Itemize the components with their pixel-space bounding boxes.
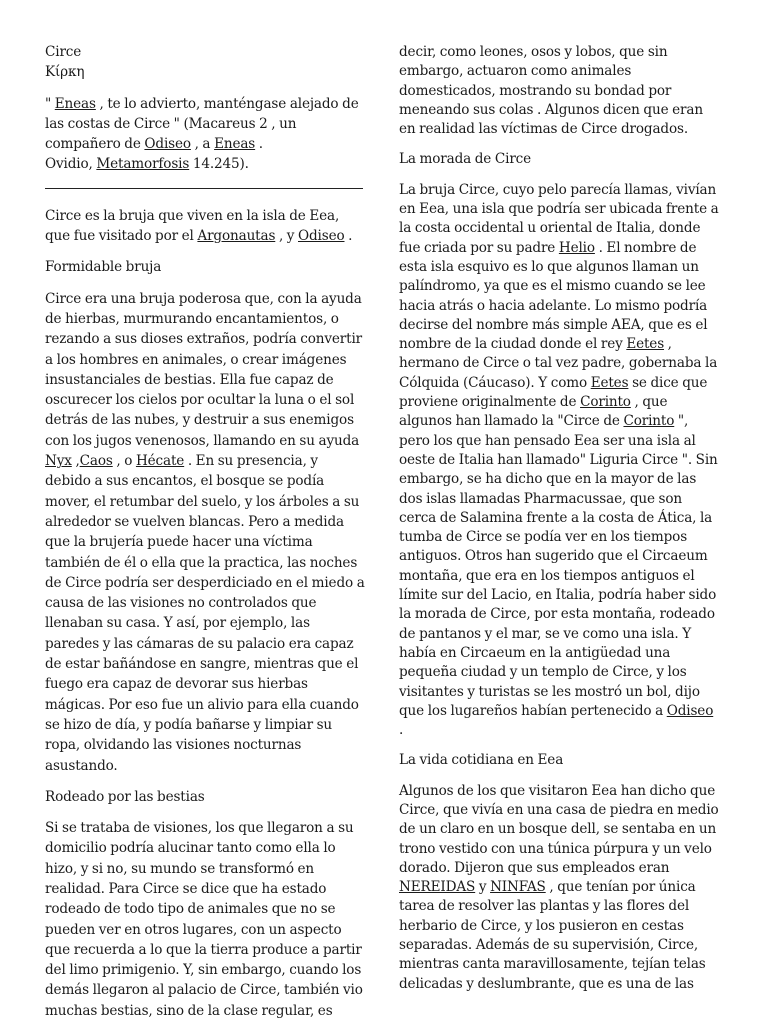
link-nereidas[interactable]: NEREIDAS — [399, 879, 476, 896]
article-title: Circe — [45, 44, 82, 60]
heading-formidable-bruja: Formidable bruja — [45, 259, 162, 276]
heading-rodeado-por-las-bestias: Rodeado por las bestias — [45, 788, 205, 805]
link-odiseo[interactable]: Odiseo — [666, 702, 714, 719]
link-odiseo[interactable]: Odiseo — [298, 228, 345, 245]
link-caos[interactable]: Caos — [79, 453, 113, 470]
formidable-paragraph: Circe era una bruja poderosa que, con la ayuda de hierbas, murmurando encantamientos, o rezando a sus dioses extraños, podría convertir a los hombres en animales, o crear imágenes insustanciales de bestias. Ella fue capaz de oscurecer los cielos por ocultar la luna o el sol detrás de las nubes, y destruir a sus enemigos con los jugos venenosos, llamando en su ayuda Nyx ,Caos , o Hécate . En su presencia, y debido a sus encantos, el bosque se podía mover, el retumbar del suelo, y los árboles a su alrededor se vuelven blancas. Pero a medida que la brujería puede hacer una víctima también de él o ella que la practica, las noches de Circe podría ser desperdiciado en el miedo a causa de las visiones no controlados que llenaban su casa. Y así, por ejemplo, las paredes y las cámaras de su palacio era capaz de estar bañándose en sangre, mientras que el fuego era capaz de devorar sus hierbas mágicas. Por eso fue un alivio para ella cuando se hizo de día, y podía bañarse y limpiar su ropa, olvidando las visiones nocturnas asustando. — [45, 290, 365, 774]
link-corinto[interactable]: Corinto — [623, 413, 675, 430]
heading-la-morada-de-circe: La morada de Circe — [399, 151, 532, 168]
link-odiseo[interactable]: Odiseo — [144, 136, 191, 153]
rodeado-paragraph: Si se trataba de visiones, los que llegaron a su domicilio podría alucinar tanto como ella lo hizo, y si no, su mundo se transformó en realidad. Para Circe se dice que ha estado rodeado de todo tipo de animales que no se pueden ver en otros lugares, con un aspecto que recuerda a lo que la tierra produce a partir del limo primigenio. Y, sin embargo, cuando los demás llegaron al palacio de Circe, también vio muchas bestias, sino de la clase regular, es — [45, 820, 363, 1019]
section-divider — [45, 188, 363, 189]
left-column — [45, 42, 367, 1032]
link-eetes[interactable]: Eetes — [590, 374, 629, 391]
link-eetes[interactable]: Eetes — [626, 336, 665, 353]
link-eneas[interactable]: Eneas — [214, 136, 256, 153]
link-ninfas[interactable]: NINFAS — [490, 879, 546, 896]
vida-paragraph: Algunos de los que visitaron Eea han dicho que Circe, que vivía en una casa de piedra en medio de un claro en un bosque dell, se sentaba en un trono vestido con una túnica púrpura y un velo dorado. Dijeron que sus empleados eran NEREIDAS y NINFAS , que tenían por única tarea de resolver las plantas y las flores del herbario de Circe, y los pusieron en cestas separadas. Además de su supervisión, Circe, mientras canta maravillosamente, tejían telas delicadas y deslumbrante, que es una de las — [399, 782, 719, 992]
epigraph-quote: " Eneas , te lo advierto, manténgase alejado de las costas de Circe " (Macareus 2 , un compañero de Odiseo , a Eneas . Ovidio, Metamorfosis 14.245). — [45, 95, 359, 173]
link-metamorfosis[interactable]: Metamorfosis — [96, 156, 190, 173]
link-hecate[interactable]: Hécate — [135, 453, 185, 470]
link-eneas[interactable]: Eneas — [54, 95, 96, 112]
right-column — [399, 43, 719, 1005]
intro-paragraph: Circe es la bruja que viven en la isla de Eea, que fue visitado por el Argonautas , y Odiseo . — [45, 207, 353, 245]
article-title-greek: Κίρκη — [45, 64, 85, 81]
link-corinto[interactable]: Corinto — [580, 394, 631, 411]
link-argonautas[interactable]: Argonautas — [197, 228, 276, 245]
link-nyx[interactable]: Nyx — [45, 453, 72, 470]
link-helio[interactable]: Helio — [558, 239, 595, 256]
heading-la-vida-cotidiana-en-eea: La vida cotidiana en Eea — [399, 752, 564, 769]
morada-paragraph: La bruja Circe, cuyo pelo parecía llamas, vivían en Eea, una isla que podría ser ubicada frente a la costa occidental u oriental de Italia, donde fue criada por su padre Helio . El nombre de esta isla esquivo es lo que algunos llaman un palíndromo, ya que es el mismo cuando se lee hacia atrás o hacia adelante. Lo mismo podría decirse del nombre más simple AEA, que es el nombre de la ciudad donde el rey Eetes , hermano de Circe o tal vez padre, gobernaba la Cólquida (Cáucaso). Y como Eetes se dice que proviene originalmente de Corinto , que algunos han llamado la "Circe de Corinto ", pero los que han pensado Eea ser una isla al oeste de Italia han llamado" Liguria Circe ". Sin embargo, se ha dicho que en la mayor de las dos islas llamadas Pharmacussae, que son cerca de Salamina frente a la costa de Ática, la tumba de Circe se podía ver en los tiempos antiguos. Otros han sugerido que el Circaeum montaña, que era en los tiempos antiguos el límite sur del Lacio, en Italia, podría haber sido la morada de Circe, por esta montaña, rodeado de pantanos y el mar, se ve como una isla. Y había en Circaeum en la antigüedad una pequeña ciudad y un templo de Circe, y los visitantes y turistas se les mostró un bol, dijo que los lugareños habían pertenecido a Odiseo . — [399, 181, 719, 739]
continued-paragraph: decir, como leones, osos y lobos, que sin embargo, actuaron como animales domesticados, mostrando su bondad por meneando sus colas . Algunos dicen que eran en realidad las víctimas de Circe drogados. — [399, 44, 703, 138]
